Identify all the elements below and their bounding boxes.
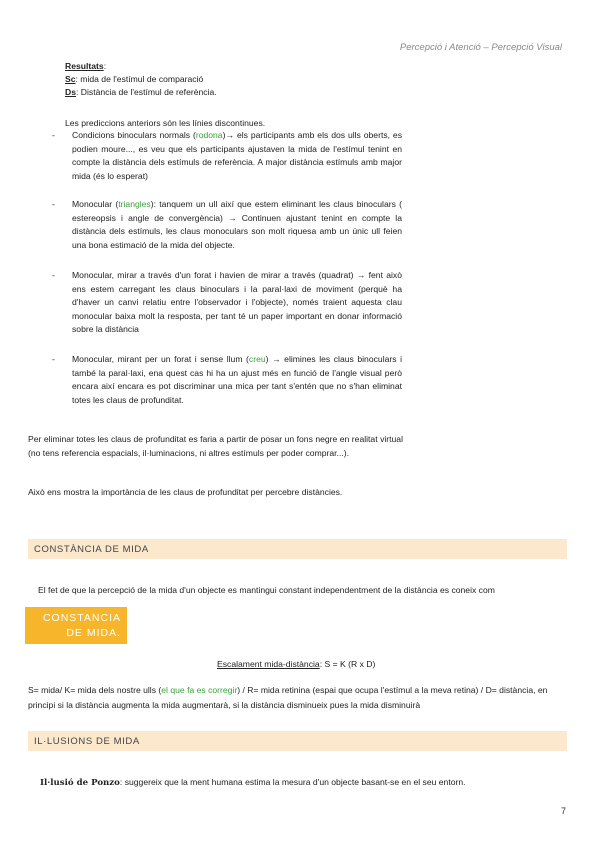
bullet-dash: -: [52, 130, 55, 140]
bullet-dash: -: [52, 199, 55, 209]
bullet-item: - Monocular, mirant per un forat i sense llum (creu) → elimines les claus binoculars i també la paral·laxi, ena quest cas hi ha un ajust més en funció de l'angle visual però encara així encara es pot discriminar una mica per tant s'entén que no s'han eliminat totes les claus de profunditat.: [52, 354, 402, 405]
ponzo-illusion: Il·lusió de Ponzo: suggereix que la ment humana estima la mesura d'un objecte basant-se en el seu entorn.: [40, 777, 466, 788]
bullet-dash: -: [52, 270, 55, 280]
bullet-item: - Monocular, mirar a través d'un forat i havien de mirar a través (quadrat) → fent això ens estem carregant les claus binoculars i la paral·laxi de moviment (perquè ha d'haver un canvi relatiu entre l'observador i l'objecte), només traient aquesta clau monocular baixa molt la resposta, per tant té un paper important en donar informació sobre la distància: [52, 270, 402, 335]
page-header: Percepció i Atenció – Percepció Visual: [399, 42, 562, 53]
results-sc: Sc: mida de l'estímul de comparació: [65, 74, 204, 84]
constancia-description: El fet de que la percepció de la mida d'un objecte es mantingui constant independentment de la distància es coneix com: [38, 585, 495, 595]
section-heading-illusions: [28, 731, 567, 751]
results-ds: Ds: Distància de l'estímul de referència.: [65, 87, 217, 97]
highlight-line-1: CONSTANCIA: [42, 612, 121, 624]
bullet-item: - Monocular (triangles): tanquem un ull així que estem eliminant les claus binoculars ( estereopsis i angle de convergència) → Continuen ajustant tenint en compte la distància dels estímuls, les claus monoculars son molt riquesa amb un únic ull feien una bona estimació de la mida del objecte.: [52, 199, 403, 250]
bullet-dash: -: [52, 354, 55, 364]
highlight-box: [25, 607, 127, 644]
paragraph-importance: Això ens mostra la importància de les claus de profunditat per percebre distàncies.: [28, 487, 343, 497]
formula: Escalament mida-distància: S = K (R x D): [217, 659, 376, 669]
paragraph-depth: Per eliminar totes les claus de profunditat es faria a partir de posar un fons negre en realitat virtual (no tens referencia espacials, il·luminacions, ni altres estímuls per poder comprar...).: [28, 434, 403, 458]
results-title: Resultats:: [65, 61, 107, 71]
page-number: 7: [560, 806, 566, 816]
bullet-item: - Condicions binoculars normals (rodona)→ els participants amb els dos ulls oberts, es podien moure..., es veu que els participants ajustaven la mida de l'estímul tenint en compte la distància dels estímuls de referència. A major distància estímuls amb major mida (és lo esperat): [52, 130, 402, 181]
section-heading-text: CONSTÀNCIA DE MIDA: [34, 544, 149, 555]
highlight-line-2: DE MIDA.: [66, 627, 121, 639]
intro-line: Les prediccions anteriors són les línies discontinues.: [65, 118, 266, 128]
formula-definitions: S= mida/ K= mida dels nostre ulls (el que fa es corregir) / R= mida retinina (espai que ocupa l'estímul a la meva retina) / D= distància, en principi si la distància augmenta la mida augmentarà, si la distància disminueix pues la mida disminuirà: [28, 685, 548, 710]
section-heading-text: IL·LUSIONS DE MIDA: [34, 736, 140, 747]
section-heading-constancia: [28, 539, 567, 559]
